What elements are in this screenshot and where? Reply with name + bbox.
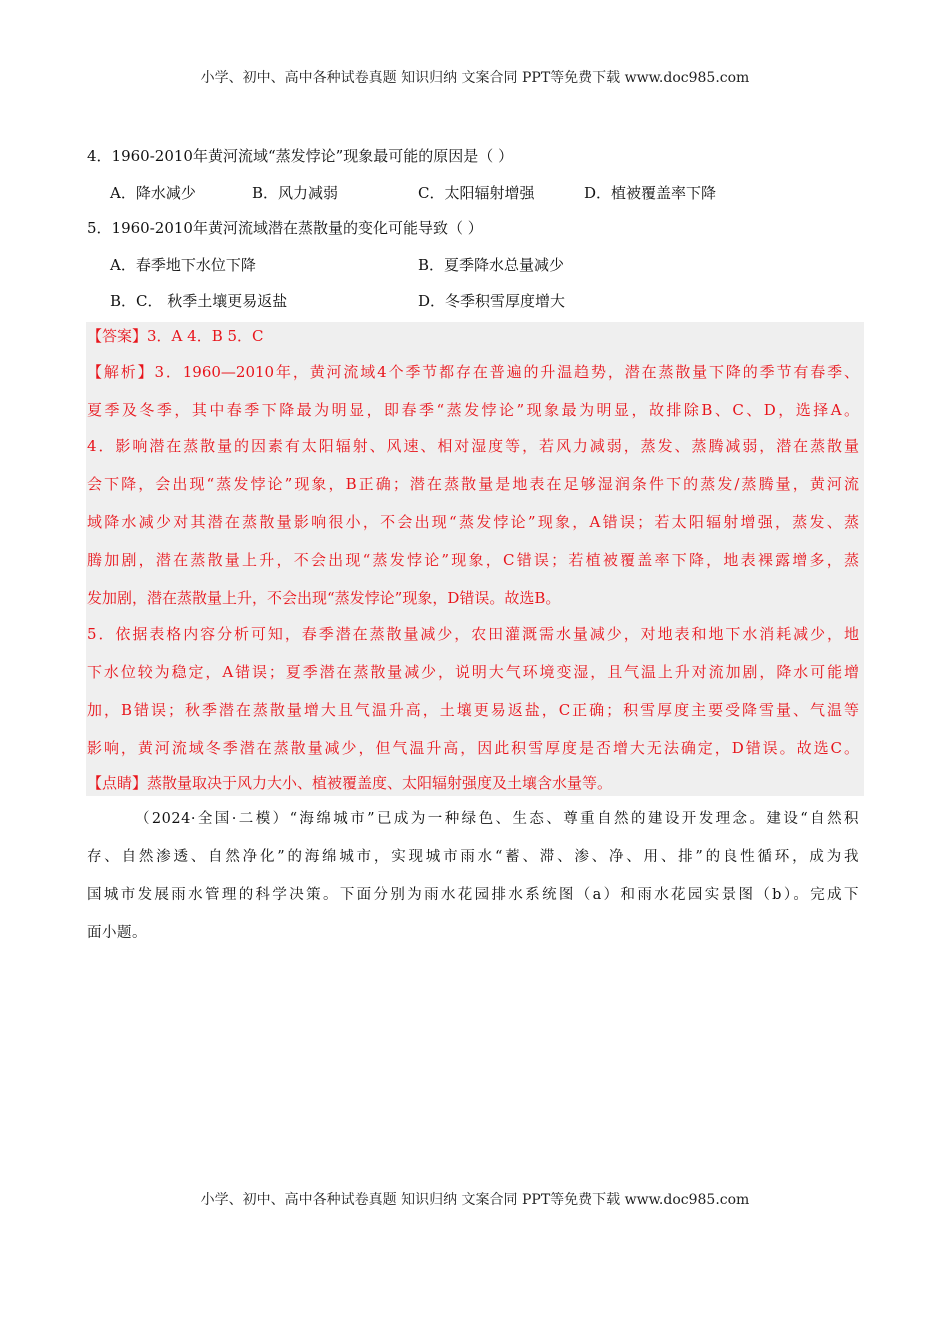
intro-line: 存、自然渗透、自然净化”的海绵城市，实现城市雨水“蓄、滞、渗、净、用、排”的良性循环，成为我 bbox=[87, 849, 859, 865]
q5-option-a: A．春季地下水位下降 bbox=[110, 256, 256, 274]
q4-option-d: D．植被覆盖率下降 bbox=[584, 184, 717, 202]
tip-line: 【点睛】蒸散量取决于风力大小、植被覆盖度、太阳辐射强度及土壤含水量等。 bbox=[87, 774, 613, 792]
analysis-line: 腾加剧，潜在蒸散量上升，不会出现“蒸发悖论”现象，C错误；若植被覆盖率下降，地表裸露增多，蒸 bbox=[87, 551, 859, 569]
intro-line: 国城市发展雨水管理的科学决策。下面分别为雨水花园排水系统图（a）和雨水花园实景图（b）。完成下 bbox=[87, 887, 859, 903]
question-5-stem: 5．1960-2010年黄河流域潜在蒸散量的变化可能导致（ ） bbox=[87, 219, 483, 237]
answer-line: 【答案】3．A 4．B 5．C bbox=[87, 327, 264, 345]
intro-line: 面小题。 bbox=[87, 925, 147, 941]
q4-option-b: B．风力减弱 bbox=[252, 184, 339, 202]
q4-option-a: A．降水减少 bbox=[110, 184, 196, 202]
analysis-line: 域降水减少对其潜在蒸散量影响很小，不会出现“蒸发悖论”现象，A错误；若太阳辐射增强，蒸发、蒸 bbox=[87, 513, 859, 531]
analysis-line: 【解析】3．1960—2010年，黄河流域4个季节都存在普遍的升温趋势，潜在蒸散量下降的季节有春季、 bbox=[87, 363, 859, 381]
q5-option-d: D．冬季积雪厚度增大 bbox=[418, 292, 566, 310]
analysis-line: 夏季及冬季，其中春季下降最为明显，即春季“蒸发悖论”现象最为明显，故排除B、C、D，选择A。 bbox=[87, 401, 859, 419]
q5-option-b: B．夏季降水总量减少 bbox=[418, 256, 565, 274]
analysis-line: 发加剧，潜在蒸散量上升，不会出现“蒸发悖论”现象，D错误。故选B。 bbox=[87, 589, 561, 607]
analysis-line: 影响，黄河流域冬季潜在蒸散量减少，但气温升高，因此积雪厚度是否增大无法确定，D错误。故选C。 bbox=[87, 739, 859, 757]
analysis-line: 加，B错误；秋季潜在蒸散量增大且气温升高，土壤更易返盐，C正确；积雪厚度主要受降雪量、气温等 bbox=[87, 701, 859, 719]
intro-line: （2024·全国·二模）“海绵城市”已成为一种绿色、生态、尊重自然的建设开发理念。建设“自然积 bbox=[135, 811, 859, 827]
q5-option-c: B．C． 秋季土壤更易返盐 bbox=[110, 292, 288, 310]
page-footer: 小学、初中、高中各种试卷真题 知识归纳 文案合同 PPT等免费下载 www.doc985.com bbox=[200, 1192, 750, 1208]
page-header: 小学、初中、高中各种试卷真题 知识归纳 文案合同 PPT等免费下载 www.doc985.com bbox=[200, 70, 750, 86]
question-4-stem: 4．1960-2010年黄河流域“蒸发悖论”现象最可能的原因是（ ） bbox=[87, 147, 514, 165]
analysis-line: 4．影响潜在蒸散量的因素有太阳辐射、风速、相对湿度等，若风力减弱，蒸发、蒸腾减弱，潜在蒸散量 bbox=[87, 437, 859, 455]
q4-option-c: C．太阳辐射增强 bbox=[418, 184, 535, 202]
analysis-line: 5．依据表格内容分析可知，春季潜在蒸散量减少，农田灌溉需水量减少，对地表和地下水消耗减少，地 bbox=[87, 625, 859, 643]
analysis-line: 下水位较为稳定，A错误；夏季潜在蒸散量减少，说明大气环境变湿，且气温上升对流加剧，降水可能增 bbox=[87, 663, 859, 681]
analysis-line: 会下降，会出现“蒸发悖论”现象，B正确；潜在蒸散量是地表在足够湿润条件下的蒸发/蒸腾量，黄河流 bbox=[87, 475, 859, 493]
